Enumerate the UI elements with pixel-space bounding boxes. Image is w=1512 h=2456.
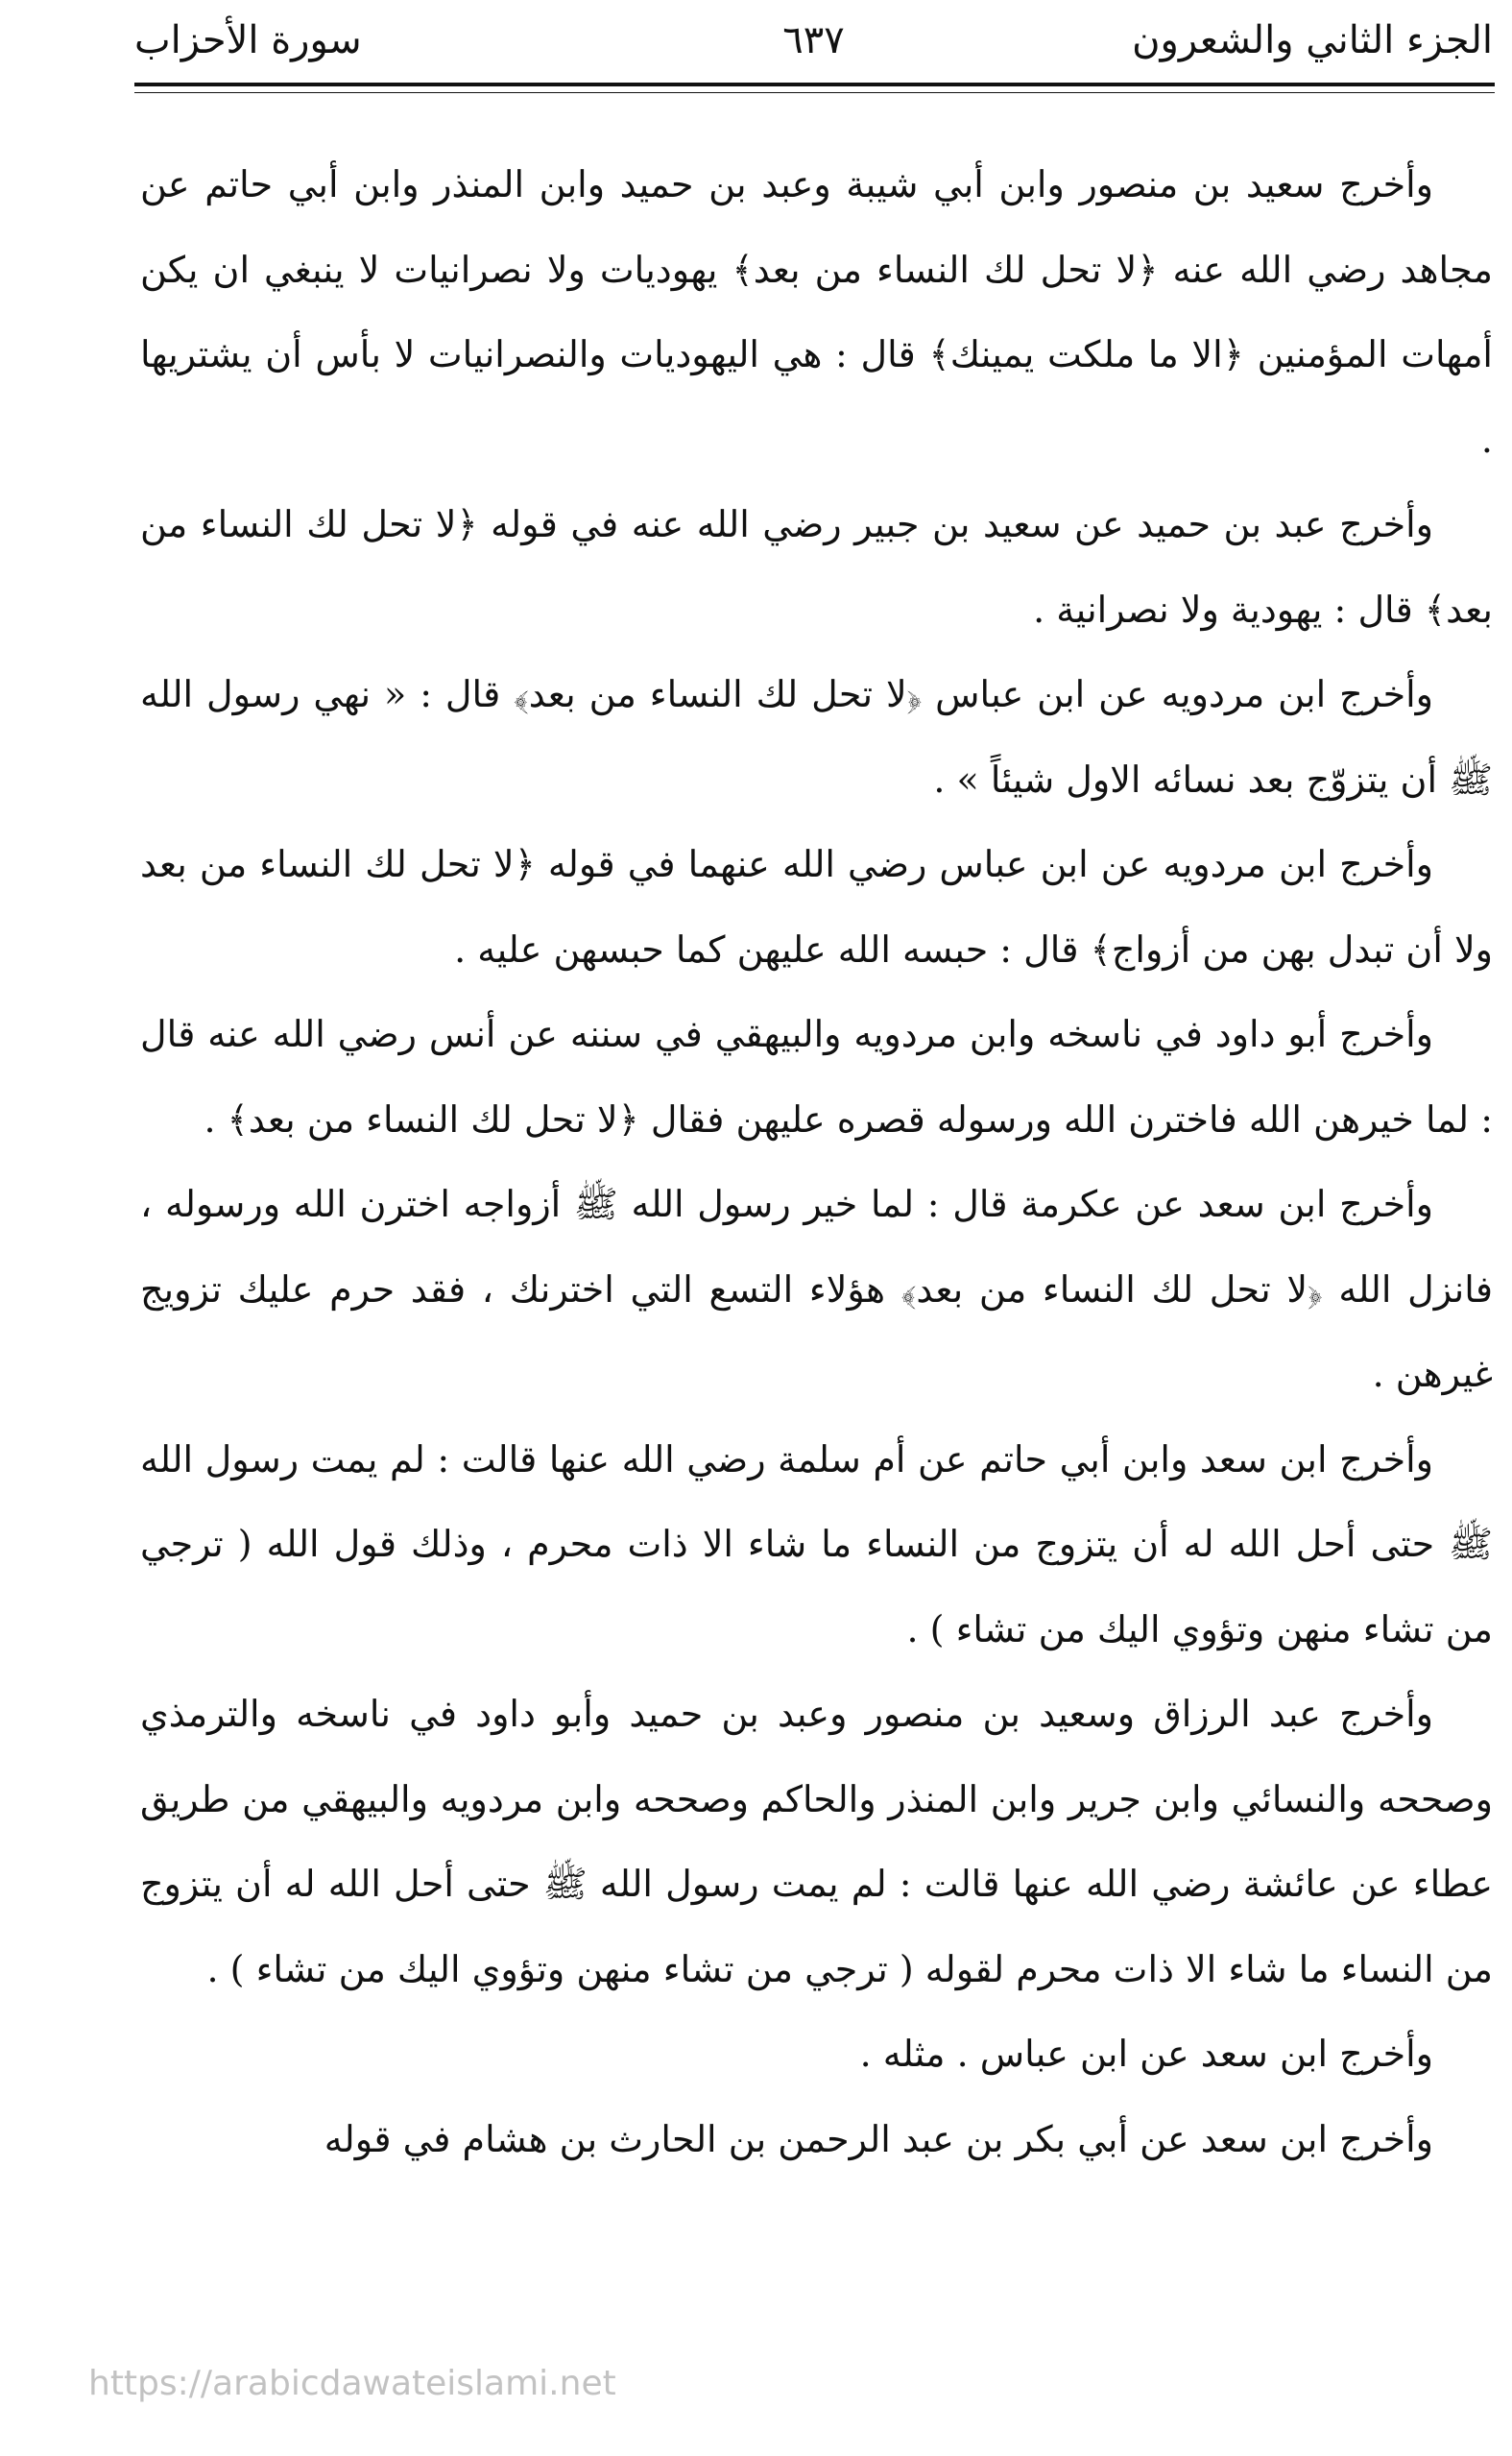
page-header <box>134 8 1493 79</box>
watermark-url: https://arabicdawateislami.net <box>88 2364 616 2403</box>
paragraph-9: وأخرج ابن سعد عن ابن عباس . مثله . <box>859 2033 1433 2075</box>
paragraph-10: وأخرج ابن سعد عن أبي بكر بن عبد الرحمن بن الحارث بن هشام في قوله <box>324 2117 1433 2160</box>
header-page-number: ٦٣٧ <box>782 18 845 62</box>
paragraph-4: وأخرج ابن مردويه عن ابن عباس رضي الله عنهما في قوله ﴿لا تحل لك النساء من بعد ولا أن تبدل بهن من أزواج﴾ قال : حبسه الله عليهن كما حبسهن عليه . <box>140 843 1493 971</box>
header-rule-thin <box>134 92 1495 93</box>
header-surah: سورة الأحزاب <box>134 18 362 62</box>
paragraph-7: وأخرج ابن سعد وابن أبي حاتم عن أم سلمة رضي الله عنها قالت : لم يمت رسول الله ﷺ حتى أحل الله له أن يتزوج من النساء ما شاء الا ذات محرم ، وذلك قول الله ( ترجي من تشاء منهن وتؤوي اليك من تشاء ) . <box>140 1437 1493 1650</box>
paragraph-3: وأخرج ابن مردويه عن ابن عباس ﴿لا تحل لك النساء من بعد﴾ قال : « نهي رسول الله ﷺ أن يتزوّج بعد نسائه الاول شيئاً » . <box>140 673 1493 801</box>
paragraph-1: وأخرج سعيد بن منصور وابن أبي شيبة وعبد بن حميد وابن المنذر وابن أبي حاتم عن مجاهد رضي الله عنه ﴿لا تحل لك النساء من بعد﴾ يهوديات ولا نصرانيات لا ينبغي ان يكن أمهات المؤمنين ﴿الا ما ملكت يمينك﴾ قال : هي اليهوديات والنصرانيات لا بأس أن يشتريها . <box>140 163 1493 461</box>
header-rule <box>134 83 1495 86</box>
paragraph-6: وأخرج ابن سعد عن عكرمة قال : لما خير رسول الله ﷺ أزواجه اخترن الله ورسوله ، فانزل الله ﴿لا تحل لك النساء من بعد﴾ هؤلاء التسع التي اخترنك ، فقد حرم عليك تزويج غيرهن . <box>140 1183 1493 1395</box>
paragraph-8: وأخرج عبد الرزاق وسعيد بن منصور وعبد بن حميد وأبو داود في ناسخه والترمذي وصححه والنسائي وابن جرير وابن المنذر والحاكم وصححه وابن مردويه والبيهقي من طريق عطاء عن عائشة رضي الله عنها قالت : لم يمت رسول الله ﷺ حتى أحل الله له أن يتزوج من النساء ما شاء الا ذات محرم لقوله ( ترجي من تشاء منهن وتؤوي اليك من تشاء ) . <box>140 1693 1493 1990</box>
page-body <box>140 142 1493 2181</box>
paragraph-2: وأخرج عبد بن حميد عن سعيد بن جبير رضي الله عنه في قوله ﴿لا تحل لك النساء من بعد﴾ قال : يهودية ولا نصرانية . <box>140 503 1493 631</box>
header-volume: الجزء الثاني والشعرون <box>1132 18 1493 62</box>
paragraph-5: وأخرج أبو داود في ناسخه وابن مردويه والبيهقي في سننه عن أنس رضي الله عنه قال : لما خيرهن الله فاخترن الله ورسوله قصره عليهن فقال ﴿لا تحل لك النساء من بعد﴾ . <box>140 1013 1493 1141</box>
